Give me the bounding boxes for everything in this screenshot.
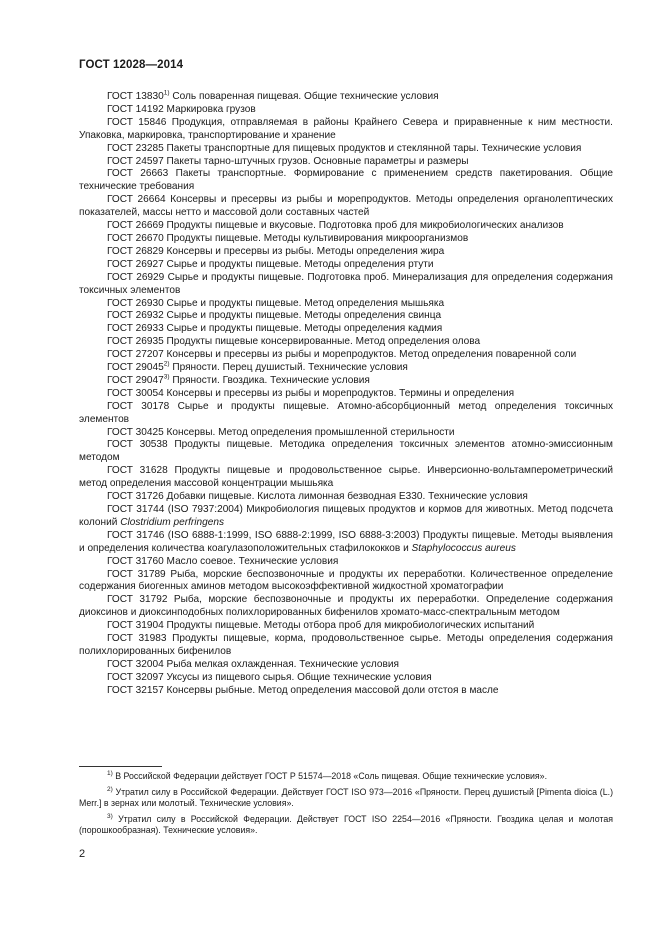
reference-item: ГОСТ 26935 Продукты пищевые консервированные. Метод определения олова bbox=[107, 336, 481, 348]
footnote-marker: 2) bbox=[107, 785, 113, 793]
footnote-marker: 1) bbox=[163, 89, 170, 97]
reference-item: ГОСТ 32157 Консервы рыбные. Метод определения массовой доли отстоя в масле bbox=[107, 684, 499, 696]
reference-item: ГОСТ 26929 Сырье и продукты пищевые. Подготовка проб. Минерализация для определения содержания токсичных элементов bbox=[79, 271, 613, 296]
reference-item: ГОСТ 26663 Пакеты транспортные. Формирование с применением средств пакетирования. Общие технические требования bbox=[79, 168, 613, 193]
reference-item: ГОСТ 30425 Консервы. Метод определения промышленной стерильности bbox=[107, 426, 455, 438]
reference-item: ГОСТ 26669 Продукты пищевые и вкусовые. Подготовка проб для микробиологических анализов bbox=[107, 220, 564, 232]
reference-item: ГОСТ 27207 Консервы и пресервы из рыбы и морепродуктов. Метод определения поваренной соли bbox=[107, 349, 577, 361]
footnote-marker: 3) bbox=[163, 373, 170, 381]
reference-item: ГОСТ 31760 Масло соевое. Технические условия bbox=[107, 555, 339, 567]
reference-item: ГОСТ 31904 Продукты пищевые. Методы отбора проб для микробиологических испытаний bbox=[107, 620, 535, 632]
footnote-marker: 3) bbox=[107, 812, 113, 820]
footnote-item: $^{1)}$ В Российской Федерации действует ГОСТ Р 51574—2018 «Соль пищевая. Общие технические условия». bbox=[107, 770, 548, 781]
reference-item: ГОСТ 31746 (ISO 6888-1:1999, ISO 6888-2:1999, ISO 6888-3:2003) Продукты пищевые. Методы выявления и определения количества коагулазоположительных стафилококков и Staphylococcus aureus bbox=[79, 529, 613, 554]
reference-item: ГОСТ 26927 Сырье и продукты пищевые. Методы определения ртути bbox=[107, 258, 434, 270]
reference-item: ГОСТ 15846 Продукция, отправляемая в районы Крайнего Севера и приравненные к ним местности. Упаковка, маркировка, транспортирование и хранение bbox=[79, 116, 613, 141]
reference-item: ГОСТ 26930 Сырье и продукты пищевые. Метод определения мышьяка bbox=[107, 297, 445, 309]
reference-item: ГОСТ 30054 Консервы и пресервы из рыбы и морепродуктов. Термины и определения bbox=[107, 387, 515, 399]
reference-item: ГОСТ 31983 Продукты пищевые, корма, продовольственное сырье. Методы определения содержания полихлорированных бифенилов bbox=[79, 633, 613, 657]
reference-item: ГОСТ 24597 Пакеты тарно-штучных грузов. Основные параметры и размеры bbox=[107, 155, 469, 167]
reference-item: ГОСТ 31628 Продукты пищевые и продовольственное сырье. Инверсионно-вольтамперометрический метод определения массовой концентрации мышьяка bbox=[79, 465, 613, 490]
footnote-item: $^{2)}$ Утратил силу в Российской Федерации. Действует ГОСТ ISO 973—2016 «Пряности. Перец душистый [Pimenta dioica (L.) Merr.] в зернах или молотый. Технические условия». bbox=[79, 785, 613, 809]
normative-references-list bbox=[79, 91, 613, 698]
reference-item: ГОСТ 14192 Маркировка грузов bbox=[107, 103, 256, 115]
footnote-item: $^{3)}$ Утратил силу в Российской Федерации. Действует ГОСТ ISO 2254—2016 «Пряности. Гвоздика целая и молотая (порошкообразная). Технические условия». bbox=[79, 812, 613, 836]
reference-item: ГОСТ 29047$^{3)}$ Пряности. Гвоздика. Технические условия bbox=[107, 373, 370, 386]
reference-item: ГОСТ 26933 Сырье и продукты пищевые. Методы определения кадмия bbox=[107, 323, 443, 335]
reference-item: ГОСТ 32097 Уксусы из пищевого сырья. Общие технические условия bbox=[107, 671, 432, 683]
footnote-separator bbox=[79, 766, 162, 767]
reference-item: ГОСТ 30538 Продукты пищевые. Методика определения токсичных элементов атомно-эмиссионным методом bbox=[79, 439, 613, 464]
reference-item: ГОСТ 26670 Продукты пищевые. Методы культивирования микроорганизмов bbox=[107, 232, 469, 244]
reference-item: ГОСТ 31792 Рыба, морские беспозвоночные и продукты их переработки. Определение содержания диоксинов и диоксинподобных полихлорированных бифенилов хромато-масс-спектральным методом bbox=[79, 594, 613, 619]
reference-item: ГОСТ 26664 Консервы и пресервы из рыбы и морепродуктов. Методы определения органолептических показателей, массы нетто и массовой доли составных частей bbox=[79, 194, 613, 219]
document-header: ГОСТ 12028—2014 bbox=[79, 59, 184, 71]
footnote-marker: 1) bbox=[107, 770, 113, 778]
reference-item: ГОСТ 26829 Консервы и пресервы из рыбы. Методы определения жира bbox=[107, 245, 445, 257]
reference-item: ГОСТ 26932 Сырье и продукты пищевые. Методы определения свинца bbox=[107, 310, 442, 322]
page-number: 2 bbox=[79, 848, 86, 860]
reference-item: ГОСТ 32004 Рыба мелкая охлажденная. Технические условия bbox=[107, 658, 399, 670]
reference-item: ГОСТ 30178 Сырье и продукты пищевые. Атомно-абсорбционный метод определения токсичных элементов bbox=[79, 400, 613, 425]
footnotes bbox=[79, 771, 613, 841]
reference-item: ГОСТ 23285 Пакеты транспортные для пищевых продуктов и стеклянной тары. Технические условия bbox=[107, 142, 582, 154]
reference-item: ГОСТ 13830$^{1)}$ Соль поваренная пищевая. Общие технические условия bbox=[107, 89, 439, 102]
reference-item: ГОСТ 31726 Добавки пищевые. Кислота лимонная безводная Е330. Технические условия bbox=[107, 491, 528, 503]
reference-item: ГОСТ 29045$^{2)}$ Пряности. Перец душистый. Технические условия bbox=[107, 360, 408, 374]
footnote-marker: 2) bbox=[163, 360, 170, 368]
reference-item: ГОСТ 31789 Рыба, морские беспозвоночные и продукты их переработки. Количественное определение содержания биогенных аминов методом высокоэффективной жидкостной хроматографии bbox=[79, 568, 613, 593]
reference-item: ГОСТ 31744 (ISO 7937:2004) Микробиология пищевых продуктов и кормов для животных. Метод подсчета колоний Clostridium perfringens bbox=[79, 504, 613, 528]
